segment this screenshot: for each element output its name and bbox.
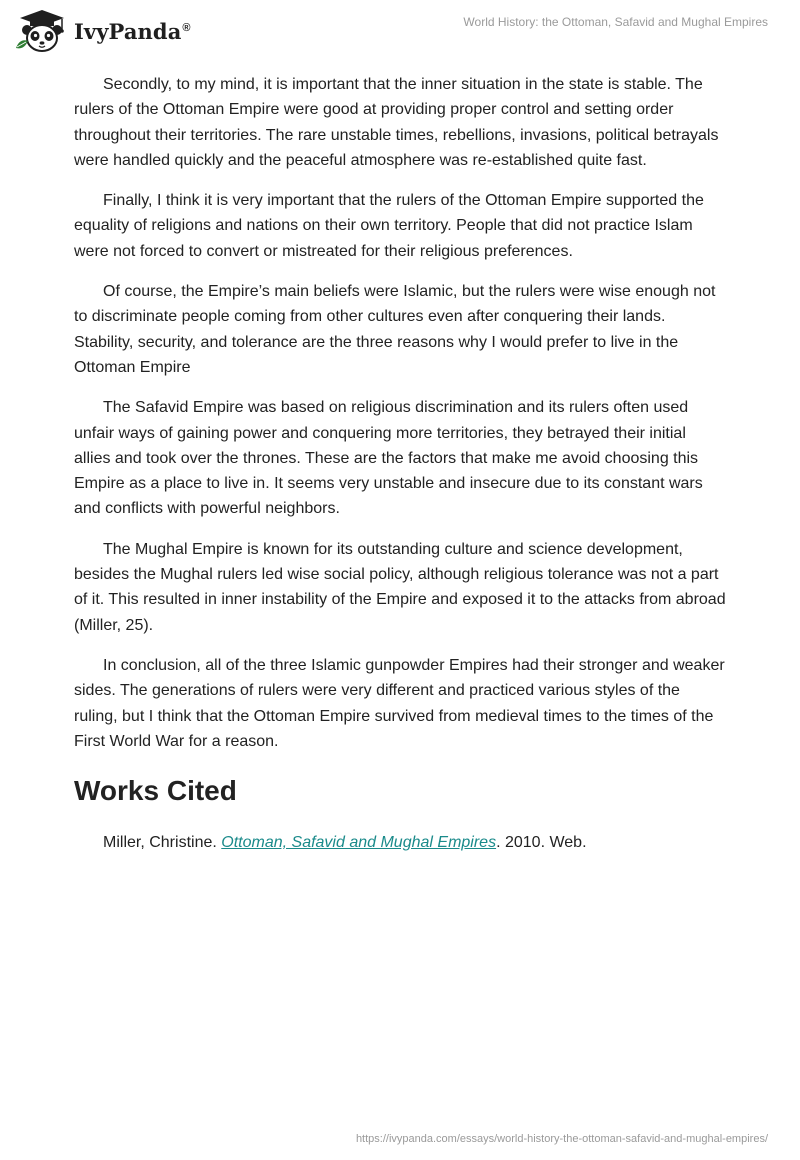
document-title: World History: the Ottoman, Safavid and Mughal Empires [463,15,768,29]
works-cited-heading: Works Cited [74,775,237,807]
logo-name: IvyPanda [74,18,182,44]
paragraph: The Safavid Empire was based on religious discrimination and its rulers often used unfair ways of gaining power and conquering more territories, they betrayed their initial allies and took over the thrones. These are the factors that make me avoid choosing this Empire as a place to live in. It seems very unstable and insecure due to its constant wars and conflicts with powerful neighbors. [74,399,703,518]
citation-entry [74,830,726,855]
registered-mark: ® [182,21,191,34]
citation-details: . 2010. Web. [496,834,587,852]
page-header [0,0,800,60]
panda-graduate-icon [14,8,70,54]
paragraph: In conclusion, all of the three Islamic gunpowder Empires had their stronger and weaker sides. The generations of rulers were very different and practiced various styles of the ruling, but I think that the Ottoman Empire survived from medieval times to the times of the First World War for a reason. [74,656,725,750]
source-url[interactable]: https://ivypanda.com/essays/world-history-the-ottoman-safavid-and-mughal-empires/ [355,1133,768,1145]
ivypanda-logo[interactable] [14,8,191,54]
paragraph: Secondly, to my mind, it is important that the inner situation in the state is stable. The rulers of the Ottoman Empire were good at providing proper control and setting order throughout their territories. The rare unstable times, rebellions, invasions, political betrayals were handled quickly and the peaceful atmosphere was re-established quite fast. [74,76,719,169]
paragraph: Finally, I think it is very important that the rulers of the Ottoman Empire supported the equality of religions and nations on their own territory. People that did not practice Islam were not forced to convert or mistreated for their religious preferences. [74,192,704,260]
citation-author: Miller, Christine. [103,834,217,852]
logo-wordmark [74,19,191,44]
paragraph: The Mughal Empire is known for its outstanding culture and science development, besides the Mughal rulers led wise social policy, although religious tolerance was not a part of it. This resulted in inner instability of the Empire and exposed it to the attacks from abroad (Miller, 25). [74,540,726,634]
essay-content [74,72,726,855]
citation-title-link[interactable]: Ottoman, Safavid and Mughal Empires [221,834,497,852]
paragraph: Of course, the Empire’s main beliefs were Islamic, but the rulers were wise enough not to discriminate people coming from other cultures even after conquering their lands. Stability, security, and tolerance are the three reasons why I would prefer to live in the Ottoman Empire [74,283,716,376]
